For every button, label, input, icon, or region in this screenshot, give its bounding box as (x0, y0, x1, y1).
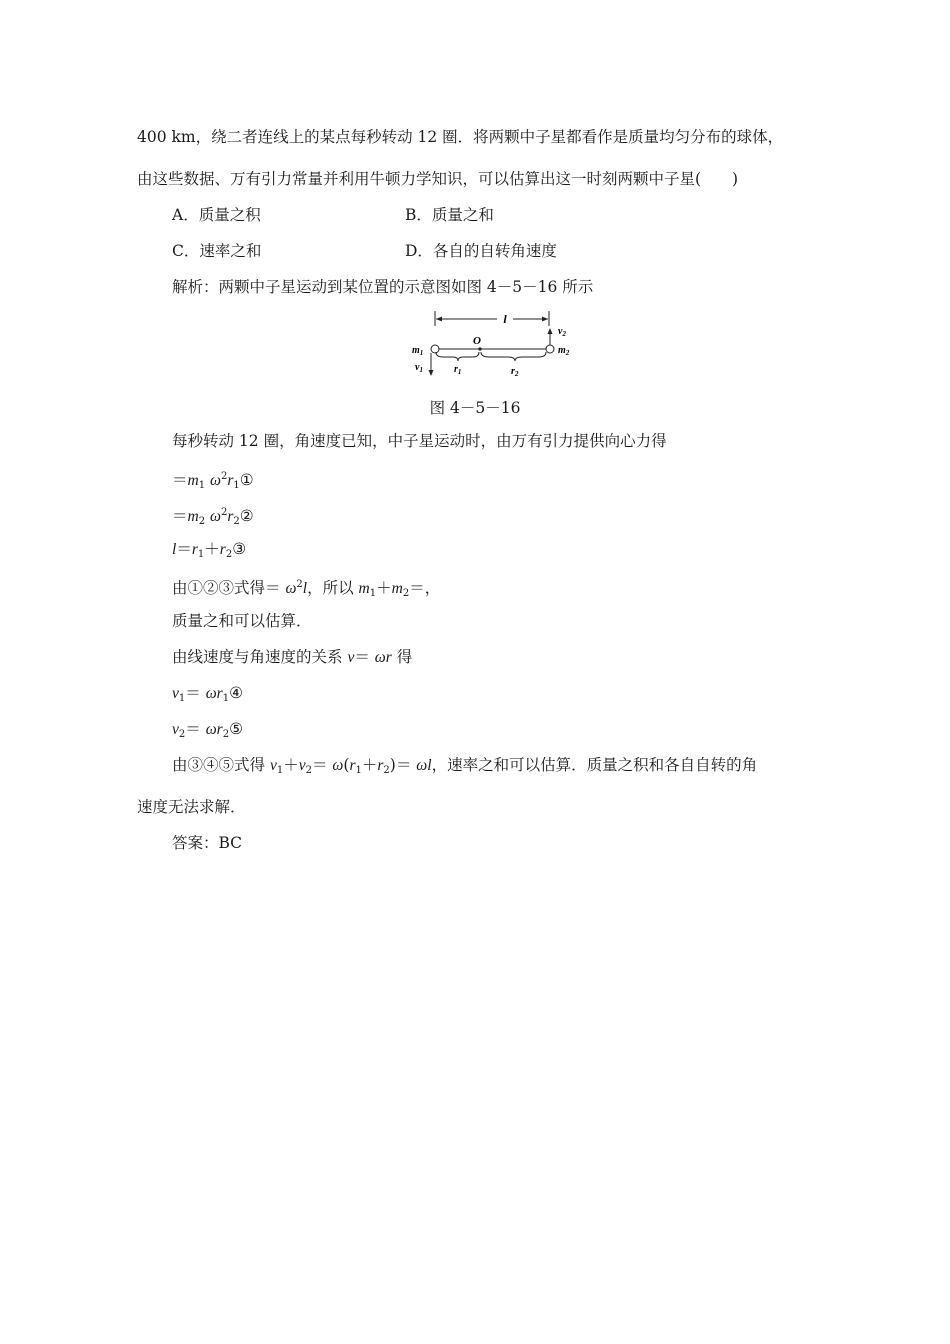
label-m2: $m_2$ (558, 345, 570, 357)
analysis-paragraph-1: 每秒转动 12 圈，角速度已知，中子星运动时，由万有引力提供向心力得 (172, 432, 667, 450)
equation-4: $v_1=$ $\omega r_1④$ (172, 684, 243, 704)
answer: 答案：BC (172, 834, 243, 852)
label-v2: $v_2$ (558, 326, 566, 338)
equation-2: $=m_2$ $\omega^2r_2②$ (172, 507, 254, 527)
option-d: D．各自的自转角速度 (405, 242, 557, 260)
label-m1: $m_1$ (412, 345, 424, 357)
option-a: A．质量之积 (172, 206, 261, 224)
question-line-1: 400 km，绕二者连线上的某点每秒转动 12 圈．将两颗中子星都看作是质量均匀分布的球体， (137, 128, 784, 146)
label-l: l (503, 312, 507, 326)
equation-3: $l=r_1+r_2③$ (172, 540, 247, 560)
figure-caption: 图 4－5－16 (429, 399, 521, 417)
brace-r2 (481, 352, 546, 361)
center-o-point (478, 347, 481, 350)
analysis-paragraph-6: 速度无法求解． (137, 798, 246, 816)
analysis-paragraph-3: 质量之和可以估算． (172, 612, 312, 630)
analysis-paragraph-5: 由③④⑤式得 $v_1+v_2= \omega(r_1+r_2)= \omega l$，速率之和可以估算．质量之积和各自自转的角 (172, 756, 758, 776)
star-m1 (431, 345, 439, 353)
analysis-paragraph-4: 由线速度与角速度的关系 v＝ ωr 得 (172, 648, 413, 666)
v1-arrowhead (429, 370, 434, 376)
analysis-intro: 解析：两颗中子星运动到某位置的示意图如图 4－5－16 所示 (172, 278, 594, 296)
v2-arrowhead (548, 328, 553, 334)
equation-1: $=m_1$ $\omega^2r_1①$ (172, 471, 254, 491)
brace-r1 (436, 352, 479, 361)
dim-arrow-left (436, 317, 442, 322)
option-b: B．质量之和 (405, 206, 494, 224)
star-m2 (546, 345, 554, 353)
equation-5: $v_2=$ $\omega r_2⑤$ (172, 720, 243, 740)
question-line-2: 由这些数据、万有引力常量并利用牛顿力学知识，可以估算出这一时刻两颗中子星( ) (137, 170, 739, 188)
label-r2: $r_2$ (511, 366, 519, 378)
label-r1: $r_1$ (454, 364, 462, 376)
analysis-paragraph-2: 由①②③式得＝ $\omega^2l$，所以 $m_1+m_2=$， (172, 579, 441, 599)
option-c: C．速率之和 (172, 242, 262, 260)
label-v1: $v_1$ (415, 362, 423, 374)
dim-arrow-right (542, 317, 548, 322)
label-o: O (473, 335, 481, 347)
binary-star-diagram (405, 308, 585, 380)
